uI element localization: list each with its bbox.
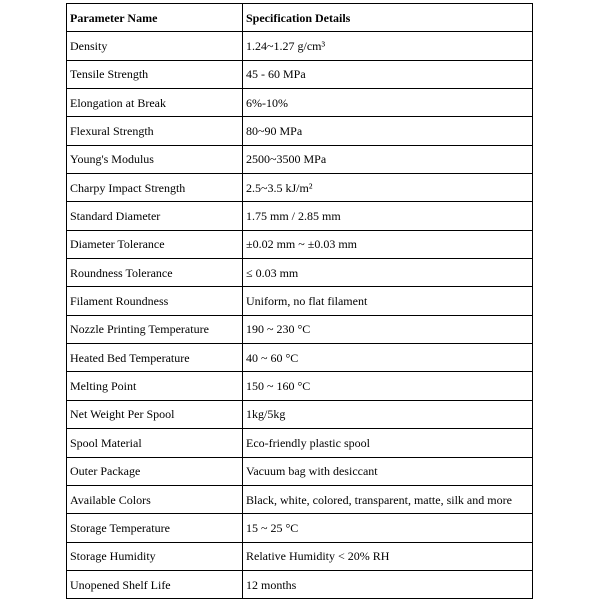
table-row bbox=[67, 145, 533, 173]
table-row bbox=[67, 542, 533, 570]
table-row bbox=[67, 315, 533, 343]
parameter-cell: Density bbox=[67, 32, 243, 60]
specification-cell: 190 ~ 230 °C bbox=[243, 315, 533, 343]
table-row bbox=[67, 372, 533, 400]
specification-cell: 2500~3500 MPa bbox=[243, 145, 533, 173]
table-row bbox=[67, 202, 533, 230]
table-header-row bbox=[67, 4, 533, 32]
specification-cell: 80~90 MPa bbox=[243, 117, 533, 145]
parameter-cell: Charpy Impact Strength bbox=[67, 174, 243, 202]
parameter-cell: Flexural Strength bbox=[67, 117, 243, 145]
parameter-cell: Spool Material bbox=[67, 429, 243, 457]
specification-table bbox=[66, 3, 533, 599]
parameter-cell: Filament Roundness bbox=[67, 287, 243, 315]
table-row bbox=[67, 344, 533, 372]
specification-cell: 2.5~3.5 kJ/m² bbox=[243, 174, 533, 202]
parameter-cell: Nozzle Printing Temperature bbox=[67, 315, 243, 343]
specification-cell: Vacuum bag with desiccant bbox=[243, 457, 533, 485]
parameter-cell: Outer Package bbox=[67, 457, 243, 485]
specification-cell: ±0.02 mm ~ ±0.03 mm bbox=[243, 230, 533, 258]
parameter-cell: Unopened Shelf Life bbox=[67, 570, 243, 598]
table-row bbox=[67, 570, 533, 598]
specification-cell: 6%-10% bbox=[243, 89, 533, 117]
parameter-cell: Net Weight Per Spool bbox=[67, 400, 243, 428]
parameter-cell: Standard Diameter bbox=[67, 202, 243, 230]
specification-cell: 1.24~1.27 g/cm³ bbox=[243, 32, 533, 60]
header-parameter-name: Parameter Name bbox=[67, 4, 243, 32]
parameter-cell: Heated Bed Temperature bbox=[67, 344, 243, 372]
table-row bbox=[67, 174, 533, 202]
table-row bbox=[67, 117, 533, 145]
parameter-cell: Diameter Tolerance bbox=[67, 230, 243, 258]
table-row bbox=[67, 259, 533, 287]
table-row bbox=[67, 89, 533, 117]
table-row bbox=[67, 287, 533, 315]
parameter-cell: Melting Point bbox=[67, 372, 243, 400]
table-row bbox=[67, 429, 533, 457]
parameter-cell: Young's Modulus bbox=[67, 145, 243, 173]
parameter-cell: Tensile Strength bbox=[67, 60, 243, 88]
table-row bbox=[67, 60, 533, 88]
parameter-cell: Roundness Tolerance bbox=[67, 259, 243, 287]
table-row bbox=[67, 230, 533, 258]
table-row bbox=[67, 400, 533, 428]
table-row bbox=[67, 485, 533, 513]
specification-cell: Relative Humidity < 20% RH bbox=[243, 542, 533, 570]
table-row bbox=[67, 514, 533, 542]
parameter-cell: Storage Humidity bbox=[67, 542, 243, 570]
header-specification-details: Specification Details bbox=[243, 4, 533, 32]
specification-cell: ≤ 0.03 mm bbox=[243, 259, 533, 287]
table-row bbox=[67, 32, 533, 60]
parameter-cell: Elongation at Break bbox=[67, 89, 243, 117]
specification-cell: 150 ~ 160 °C bbox=[243, 372, 533, 400]
specification-cell: 40 ~ 60 °C bbox=[243, 344, 533, 372]
specification-cell: 45 - 60 MPa bbox=[243, 60, 533, 88]
parameter-cell: Storage Temperature bbox=[67, 514, 243, 542]
specification-cell: Black, white, colored, transparent, matte, silk and more bbox=[243, 485, 533, 513]
specification-cell: Eco-friendly plastic spool bbox=[243, 429, 533, 457]
specification-cell: 1.75 mm / 2.85 mm bbox=[243, 202, 533, 230]
specification-cell: 15 ~ 25 °C bbox=[243, 514, 533, 542]
specification-cell: Uniform, no flat filament bbox=[243, 287, 533, 315]
specification-cell: 1kg/5kg bbox=[243, 400, 533, 428]
specification-cell: 12 months bbox=[243, 570, 533, 598]
parameter-cell: Available Colors bbox=[67, 485, 243, 513]
table-row bbox=[67, 457, 533, 485]
